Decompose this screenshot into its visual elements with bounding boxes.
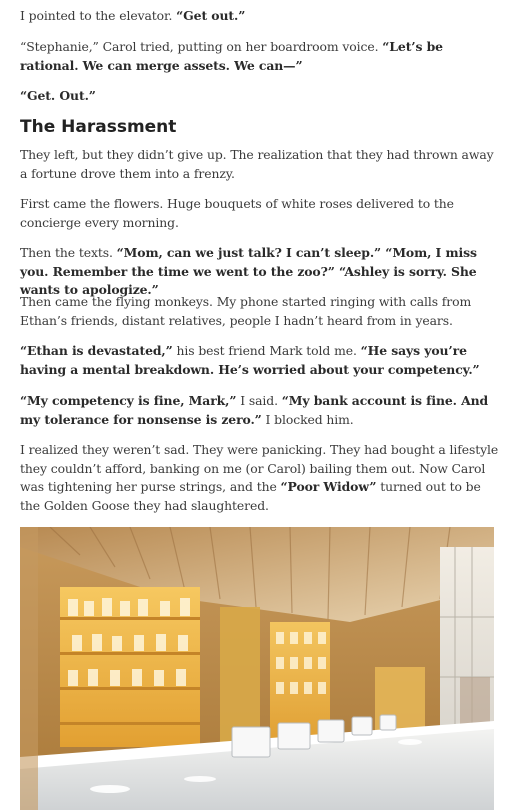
quote: “Poor Widow” xyxy=(280,479,377,494)
text: I realized they weren’t sad. They were panicking. They had bought a lifestyle they couldn’t afford, banking on me (or Carol) bailing them out. Now Carol was tightening her purse strings, and the xyxy=(20,442,499,494)
text: I said. xyxy=(236,393,282,408)
quote: “Let’s be rational. We can merge assets. We can—” xyxy=(20,39,443,73)
paragraph-frenzy: They left, but they didn’t give up. The realization that they had thrown away a fortune drove them into a frenzy. xyxy=(20,147,494,181)
quote: “Ethan is devastated,” xyxy=(20,343,173,358)
paragraph-golden-goose xyxy=(20,441,500,515)
quote: “Get. Out.” xyxy=(20,88,96,103)
paragraph-flying-monkeys: Then came the flying monkeys. My phone started ringing with calls from Ethan’s friends, distant relatives, people I hadn’t heard from in years. xyxy=(20,294,472,328)
paragraph-get-out-again xyxy=(20,87,500,106)
quote: “Mom, can we just talk? I can’t sleep.” “Mom, I miss you. Remember the time we went to the zoo?” “Ashley is sorry. She wants to apologize.” xyxy=(20,245,477,297)
quote: “My competency is fine, Mark,” xyxy=(20,393,237,408)
text: “Stephanie,” Carol tried, putting on her boardroom voice. xyxy=(20,39,383,54)
store-interior-photo xyxy=(20,527,494,810)
paragraph-get-out xyxy=(20,7,500,26)
section-heading: The Harassment xyxy=(20,117,177,137)
quote: “My bank account is fine. And my tolerance for nonsense is zero.” xyxy=(20,393,489,427)
paragraph-flowers: First came the flowers. Huge bouquets of white roses delivered to the concierge every morning. xyxy=(20,196,454,230)
paragraph-mark xyxy=(20,342,500,379)
text: turned out to be the Golden Goose they had slaughtered. xyxy=(20,479,481,513)
text: I pointed to the elevator. xyxy=(20,8,177,23)
quote: “Get out.” xyxy=(176,8,246,23)
paragraph-competency xyxy=(20,392,500,429)
text: I blocked him. xyxy=(261,411,354,427)
text: Then the texts. xyxy=(20,245,117,260)
quote: “He says you’re having a mental breakdown. He’s worried about your competency.” xyxy=(20,343,480,377)
paragraph-texts xyxy=(20,244,500,300)
paragraph-carol-rational xyxy=(20,38,500,75)
text: his best friend Mark told me. xyxy=(172,343,361,358)
